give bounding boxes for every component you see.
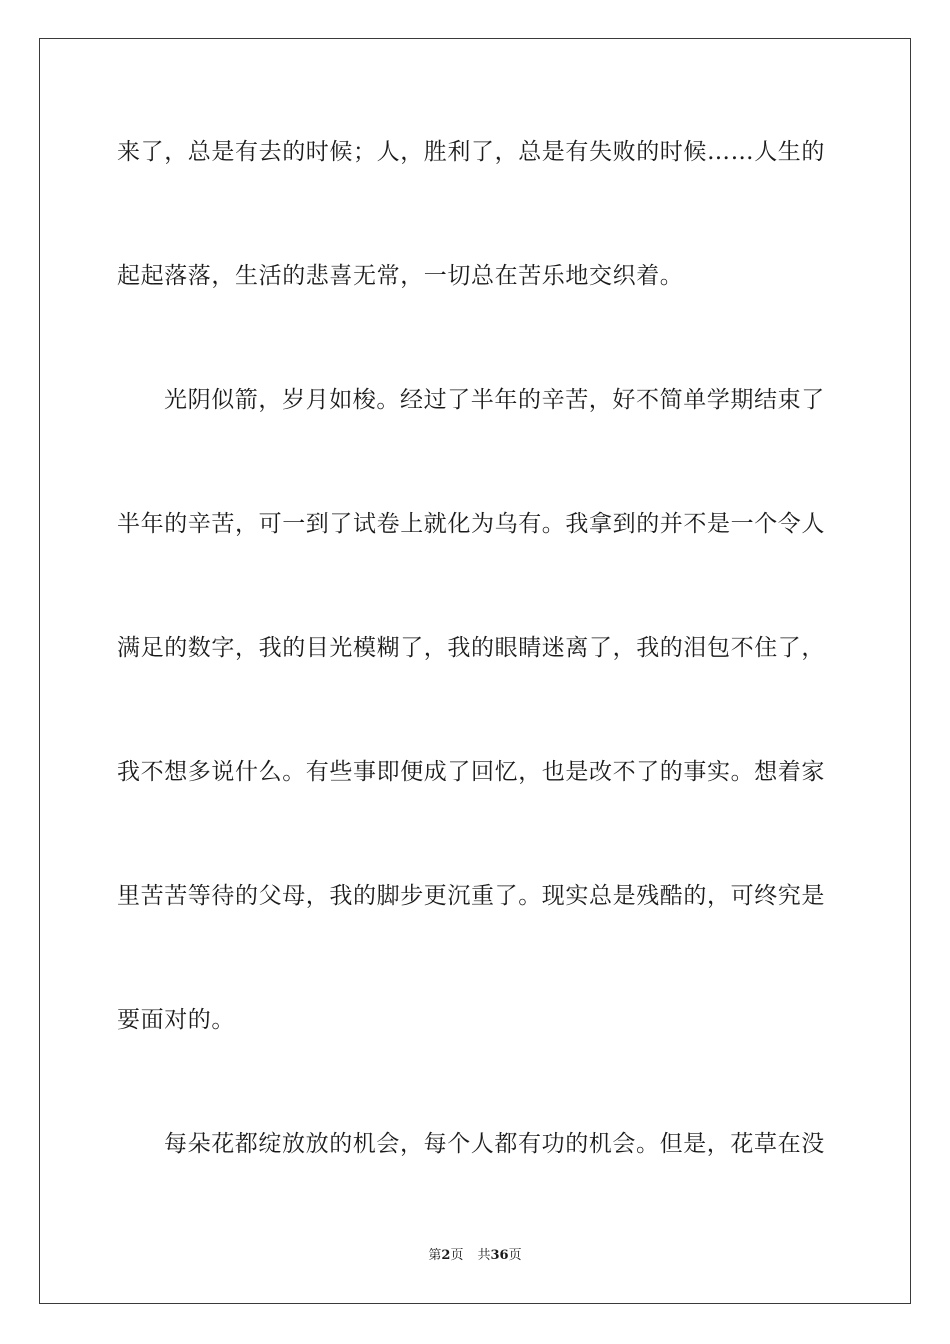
page-prefix: 第 [428,1248,442,1263]
page-footer [0,1247,950,1265]
text-line: 起起落落，生活的悲喜无常，一切总在苦乐地交织着。 [117,263,684,289]
total-suffix: 页 [508,1248,522,1263]
text-line: 半年的辛苦，可一到了试卷上就化为乌有。我拿到的并不是一个令人 [117,511,825,537]
total-pages: 36 [490,1248,509,1263]
page-border [39,38,911,1304]
text-line: 里苦苦等待的父母，我的脚步更沉重了。现实总是残酷的，可终究是 [117,883,825,909]
paragraph-start-line: 每朵花都绽放放的机会，每个人都有功的机会。但是，花草在没 [164,1131,825,1157]
text-line: 满足的数字，我的目光模糊了，我的眼睛迷离了，我的泪包不住了， [117,635,825,661]
text-line: 我不想多说什么。有些事即便成了回忆，也是改不了的事实。想着家 [117,759,825,785]
page-number: 2 [441,1248,451,1263]
page-suffix: 页 [450,1248,464,1263]
text-line: 要面对的。 [117,1007,235,1033]
total-prefix: 共 [477,1248,491,1263]
paragraph-start-line: 光阴似箭，岁月如梭。经过了半年的辛苦，好不简单学期结束了 [164,387,825,413]
text-line: 来了，总是有去的时候；人，胜利了，总是有失败的时候……人生的 [117,139,825,165]
